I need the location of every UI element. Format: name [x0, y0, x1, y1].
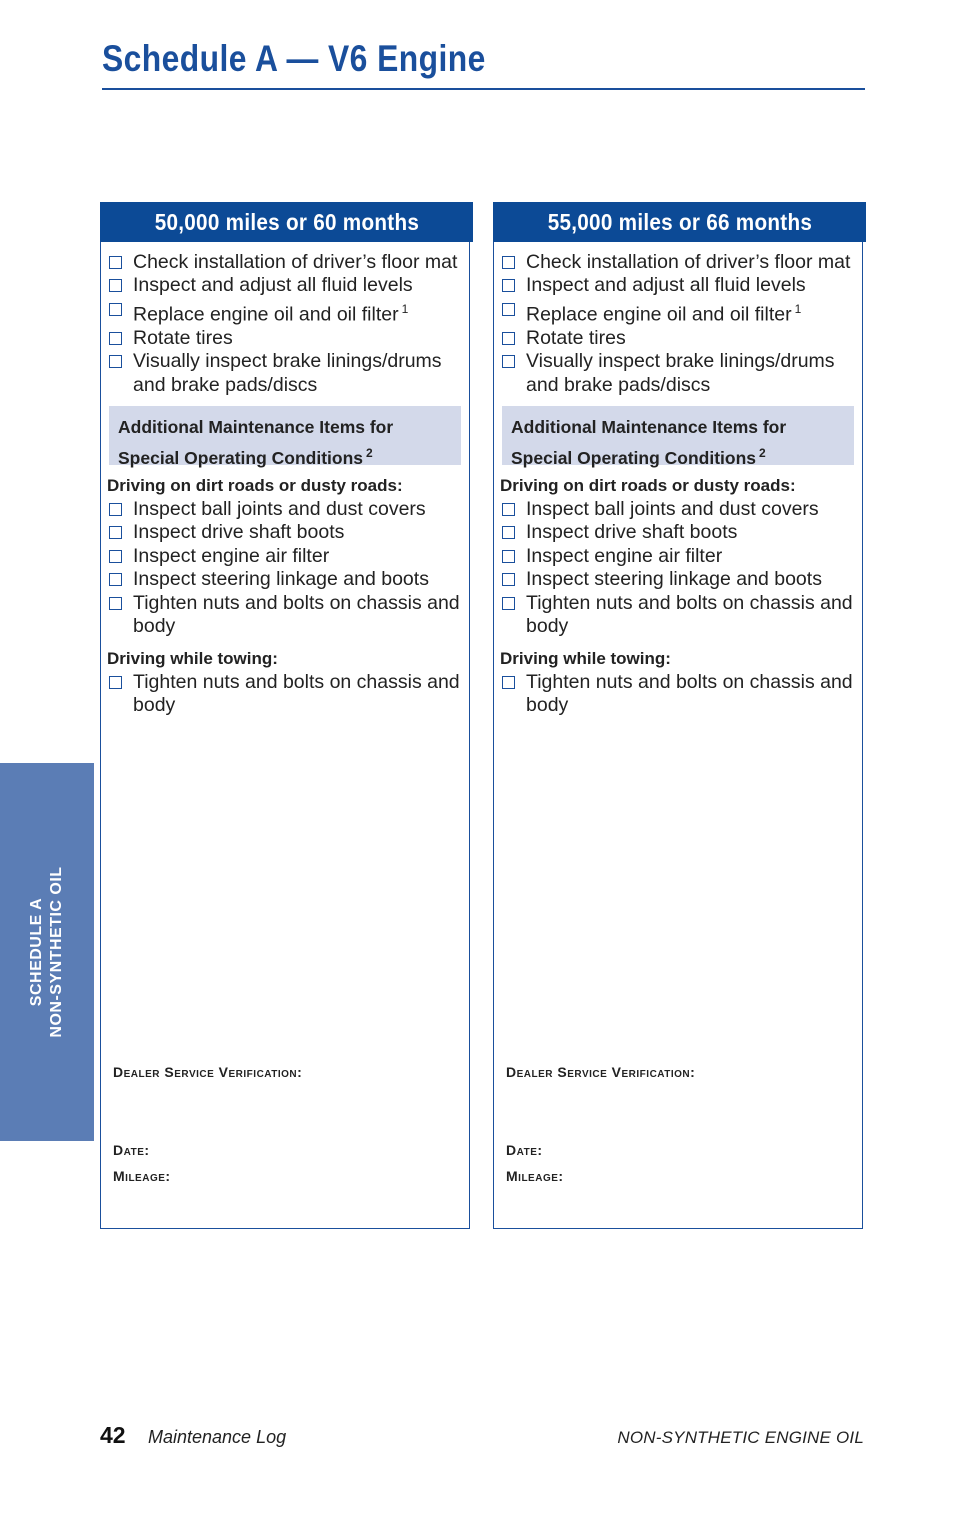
checkbox-icon[interactable]	[502, 303, 515, 316]
list-item: Visually inspect brake linings/drums and brake pads/discs	[500, 350, 858, 397]
list-item: Visually inspect brake linings/drums and brake pads/discs	[107, 350, 465, 397]
side-tab-line-2: NON-SYNTHETIC OIL	[48, 866, 65, 1038]
footer-section-label: Maintenance Log	[148, 1427, 287, 1447]
side-tab-label	[27, 866, 67, 1037]
list-item: Tighten nuts and bolts on chassis and body	[500, 592, 858, 639]
checkbox-icon[interactable]	[502, 355, 515, 368]
dirt-roads-list	[107, 498, 465, 638]
additional-line-1: Additional Maintenance Items for	[118, 417, 394, 437]
checkbox-icon[interactable]	[109, 256, 122, 269]
mileage-label: Mileage:	[113, 1168, 171, 1184]
footnote-marker: 1	[401, 301, 409, 316]
checkbox-icon[interactable]	[502, 256, 515, 269]
additional-line-2: Special Operating Conditions $^2$	[118, 446, 373, 468]
main-items-list	[107, 251, 465, 397]
list-item: Inspect engine air filter	[500, 545, 858, 568]
towing-heading: Driving while towing:	[107, 649, 278, 668]
column-header: 55,000 miles or 66 months	[493, 202, 866, 242]
additional-items-box	[109, 406, 461, 468]
dirt-roads-heading: Driving on dirt roads or dusty roads:	[107, 476, 403, 495]
list-item: Inspect ball joints and dust covers	[107, 498, 465, 521]
list-item: Tighten nuts and bolts on chassis and body	[500, 671, 858, 718]
checkbox-icon[interactable]	[109, 550, 122, 563]
list-item: Inspect drive shaft boots	[107, 521, 465, 544]
checkbox-icon[interactable]	[109, 332, 122, 345]
checkbox-icon[interactable]	[502, 526, 515, 539]
list-item: Inspect drive shaft boots	[500, 521, 858, 544]
list-item: Tighten nuts and bolts on chassis and body	[107, 671, 465, 718]
checkbox-icon[interactable]	[502, 503, 515, 516]
checkbox-icon[interactable]	[502, 573, 515, 586]
list-item: Inspect and adjust all fluid levels	[500, 274, 858, 297]
checkbox-icon[interactable]	[502, 550, 515, 563]
dirt-roads-heading: Driving on dirt roads or dusty roads:	[500, 476, 796, 495]
checkbox-icon[interactable]	[109, 676, 122, 689]
checkbox-icon[interactable]	[502, 676, 515, 689]
checkbox-icon[interactable]	[502, 597, 515, 610]
date-label: Date:	[506, 1142, 543, 1158]
list-item: Replace engine oil and oil filter $^1$	[500, 298, 858, 327]
dealer-verification-label: Dealer Service Verification:	[113, 1064, 303, 1080]
list-item: Replace engine oil and oil filter $^1$	[107, 298, 465, 327]
dealer-verification-label: Dealer Service Verification:	[506, 1064, 696, 1080]
maintenance-column-50000	[100, 202, 470, 1229]
additional-line-2: Special Operating Conditions $^2$	[511, 446, 766, 468]
list-item: Tighten nuts and bolts on chassis and body	[107, 592, 465, 639]
footnote-marker: 2	[366, 446, 373, 460]
checkbox-icon[interactable]	[109, 303, 122, 316]
page-number: 42	[100, 1422, 126, 1448]
list-item: Inspect steering linkage and boots	[107, 568, 465, 591]
additional-line-1: Additional Maintenance Items for	[511, 417, 787, 437]
checkbox-icon[interactable]	[109, 279, 122, 292]
column-header: 50,000 miles or 60 months	[100, 202, 473, 242]
dirt-roads-list	[500, 498, 858, 638]
maintenance-column-55000	[493, 202, 863, 1229]
checkbox-icon[interactable]	[109, 503, 122, 516]
title-rule	[102, 88, 865, 90]
towing-list	[500, 671, 858, 718]
list-item: Rotate tires	[107, 327, 465, 350]
footnote-marker: 2	[759, 446, 766, 460]
checkbox-icon[interactable]	[109, 597, 122, 610]
checkbox-icon[interactable]	[502, 279, 515, 292]
checkbox-icon[interactable]	[109, 573, 122, 586]
list-item: Inspect engine air filter	[107, 545, 465, 568]
date-label: Date:	[113, 1142, 150, 1158]
list-item: Rotate tires	[500, 327, 858, 350]
footnote-marker: 1	[794, 301, 802, 316]
towing-heading: Driving while towing:	[500, 649, 671, 668]
list-item: Inspect and adjust all fluid levels	[107, 274, 465, 297]
list-item: Check installation of driver’s floor mat	[500, 251, 858, 274]
mileage-label: Mileage:	[506, 1168, 564, 1184]
side-tab-line-1: SCHEDULE A	[28, 897, 45, 1007]
additional-items-box	[502, 406, 854, 468]
main-items-list	[500, 251, 858, 397]
checkbox-icon[interactable]	[109, 526, 122, 539]
page-title: Schedule A — V6 Engine	[102, 38, 486, 79]
list-item: Inspect steering linkage and boots	[500, 568, 858, 591]
footer-right-label: NON-SYNTHETIC ENGINE OIL	[617, 1428, 864, 1447]
towing-list	[107, 671, 465, 718]
checkbox-icon[interactable]	[502, 332, 515, 345]
list-item: Inspect ball joints and dust covers	[500, 498, 858, 521]
checkbox-icon[interactable]	[109, 355, 122, 368]
list-item: Check installation of driver’s floor mat	[107, 251, 465, 274]
